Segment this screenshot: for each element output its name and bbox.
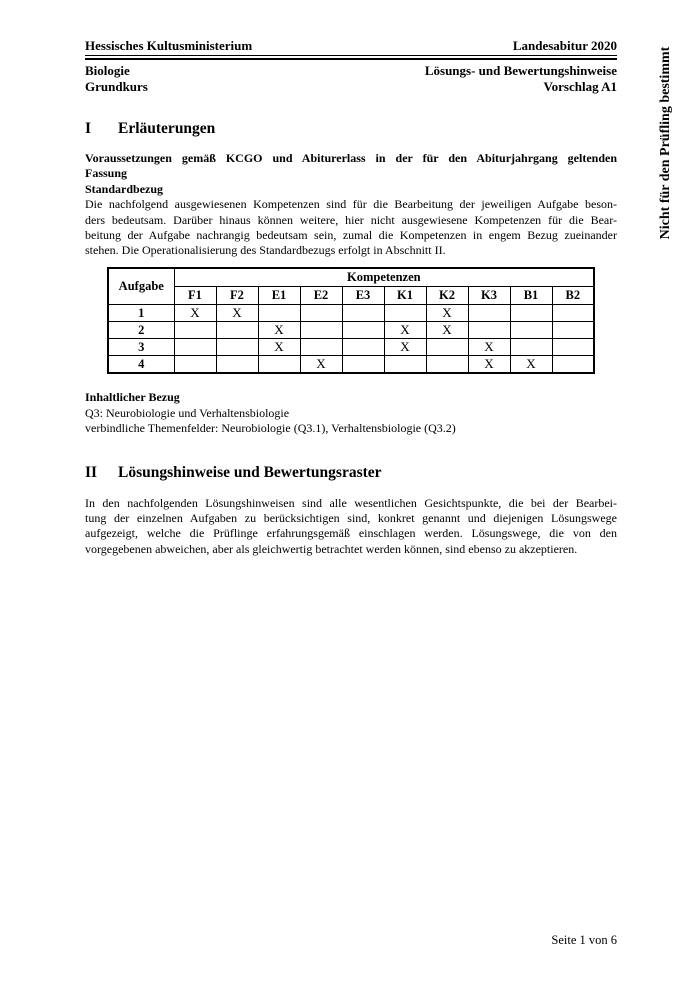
column-header: F2 <box>216 287 258 305</box>
doc-title-block <box>425 63 617 95</box>
mark-cell <box>300 305 342 322</box>
solution-notes-line: tung der einzelnen Aufgaben zu berücksichtigen sind, konkret genannt und diejenigen Lösungswege <box>85 510 617 525</box>
prerequisites-line: Voraussetzungen gemäß KCGO und Abiturerlass in der für den Abiturjahrgang geltenden <box>85 151 617 165</box>
prerequisites-paragraph <box>85 151 617 259</box>
ministry-name: Hessisches Kultusministerium <box>85 38 253 53</box>
proposal-label: Vorschlag A1 <box>543 79 617 94</box>
content-reference-label: Inhaltlicher Bezug <box>85 390 180 405</box>
content-reference-block <box>85 390 617 436</box>
aufgabe-header-cell: Aufgabe <box>108 268 174 305</box>
abitur-label: Landesabitur 2020 <box>512 38 617 53</box>
header-top-row <box>85 38 617 53</box>
mark-cell <box>384 305 426 322</box>
mark-cell <box>216 356 258 374</box>
section-1-number: I <box>85 120 92 137</box>
column-header: E2 <box>300 287 342 305</box>
table-row <box>108 356 594 374</box>
section-2-number: II <box>85 463 98 481</box>
subject-name: Biologie <box>85 63 130 78</box>
mark-cell: X <box>216 305 258 322</box>
mark-cell <box>468 305 510 322</box>
doc-title: Lösungs- und Bewertungshinweise <box>424 63 617 78</box>
solution-notes-paragraph <box>85 496 617 558</box>
section-2-title: Lösungshinweise und Bewertungsraster <box>118 463 382 481</box>
mark-cell: X <box>426 322 468 339</box>
solution-notes-line: aufgezeigt, welche die Prüflinge erfahrungsgemäß einschlagen werden. Lösungswege, die von den <box>85 526 617 541</box>
mark-cell <box>510 322 552 339</box>
mark-cell <box>258 356 300 374</box>
mark-cell <box>552 339 594 356</box>
mark-cell <box>342 339 384 356</box>
mark-cell <box>552 322 594 339</box>
page-number: Seite 1 von 6 <box>551 933 617 947</box>
standard-text-line: beitung der Aufgabe nachrangig bedeutsam sein, zumal die Kompetenzen in engem Bezug zueinander <box>85 228 617 243</box>
mark-cell <box>342 305 384 322</box>
column-header: B2 <box>552 287 594 305</box>
column-header: K3 <box>468 287 510 305</box>
mark-cell <box>174 322 216 339</box>
mark-cell <box>426 356 468 374</box>
prerequisites-line: Fassung <box>85 166 128 181</box>
mark-cell <box>426 339 468 356</box>
mark-cell: X <box>258 339 300 356</box>
mark-cell <box>342 356 384 374</box>
margin-note: Nicht für den Prüfling bestimmt <box>658 46 673 240</box>
table-row <box>108 322 594 339</box>
column-header: F1 <box>174 287 216 305</box>
mark-cell: X <box>384 339 426 356</box>
subject-block <box>85 63 148 95</box>
mark-cell <box>342 322 384 339</box>
mark-cell: X <box>258 322 300 339</box>
mark-cell <box>216 339 258 356</box>
solution-notes-line: vorgegebenen abweichen, aber als gleichwertig betrachtet werden können, sind ebenso zu akzeptieren. <box>85 541 578 556</box>
mark-cell <box>552 356 594 374</box>
row-label: 3 <box>108 339 174 356</box>
header-divider <box>85 55 617 60</box>
mark-cell <box>300 322 342 339</box>
table-row <box>108 305 594 322</box>
document-header <box>85 38 617 95</box>
column-header: B1 <box>510 287 552 305</box>
mark-cell <box>510 339 552 356</box>
standard-text-line: ders bedeutsam. Darüber hinaus können weitere, hier nicht ausgewiesene Kompetenzen für die Bear- <box>85 212 617 227</box>
mark-cell <box>174 356 216 374</box>
mark-cell <box>468 322 510 339</box>
mark-cell: X <box>510 356 552 374</box>
section-1-title: Erläuterungen <box>118 120 216 137</box>
row-label: 4 <box>108 356 174 374</box>
header-sub-row <box>85 63 617 95</box>
column-header: K2 <box>426 287 468 305</box>
mark-cell <box>216 322 258 339</box>
table-group-header-row <box>108 268 594 287</box>
content-reference-line: verbindliche Themenfelder: Neurobiologie (Q3.1), Verhaltensbiologie (Q3.2) <box>85 421 456 436</box>
column-header: E1 <box>258 287 300 305</box>
mark-cell: X <box>426 305 468 322</box>
page-content <box>85 38 617 557</box>
mark-cell <box>552 305 594 322</box>
mark-cell: X <box>468 339 510 356</box>
standard-label: Standardbezug <box>85 181 164 196</box>
section-2-heading <box>85 463 617 483</box>
mark-cell <box>258 305 300 322</box>
mark-cell: X <box>174 305 216 322</box>
table-column-header-row <box>108 287 594 305</box>
table-row <box>108 339 594 356</box>
mark-cell <box>510 305 552 322</box>
mark-cell: X <box>384 322 426 339</box>
mark-cell <box>174 339 216 356</box>
mark-cell: X <box>468 356 510 374</box>
mark-cell <box>300 339 342 356</box>
row-label: 2 <box>108 322 174 339</box>
row-label: 1 <box>108 305 174 322</box>
kompetenzen-header-cell: Kompetenzen <box>174 268 594 287</box>
kompetenzen-table <box>107 267 595 375</box>
solution-notes-line: In den nachfolgenden Lösungshinweisen sind alle wesentlichen Gesichtspunkte, die bei der Bearbei- <box>85 495 617 510</box>
course-level: Grundkurs <box>85 79 148 94</box>
section-1-heading <box>85 119 617 138</box>
column-header: K1 <box>384 287 426 305</box>
standard-text-line: Die nachfolgend ausgewiesenen Kompetenzen sind für die Bearbeitung der jeweiligen Aufgabe beson- <box>85 197 617 212</box>
mark-cell <box>384 356 426 374</box>
mark-cell: X <box>300 356 342 374</box>
content-reference-line: Q3: Neurobiologie und Verhaltensbiologie <box>85 405 290 420</box>
column-header: E3 <box>342 287 384 305</box>
standard-text-line: stehen. Die Operationalisierung des Standardbezugs erfolgt in Abschnitt II. <box>85 243 446 258</box>
